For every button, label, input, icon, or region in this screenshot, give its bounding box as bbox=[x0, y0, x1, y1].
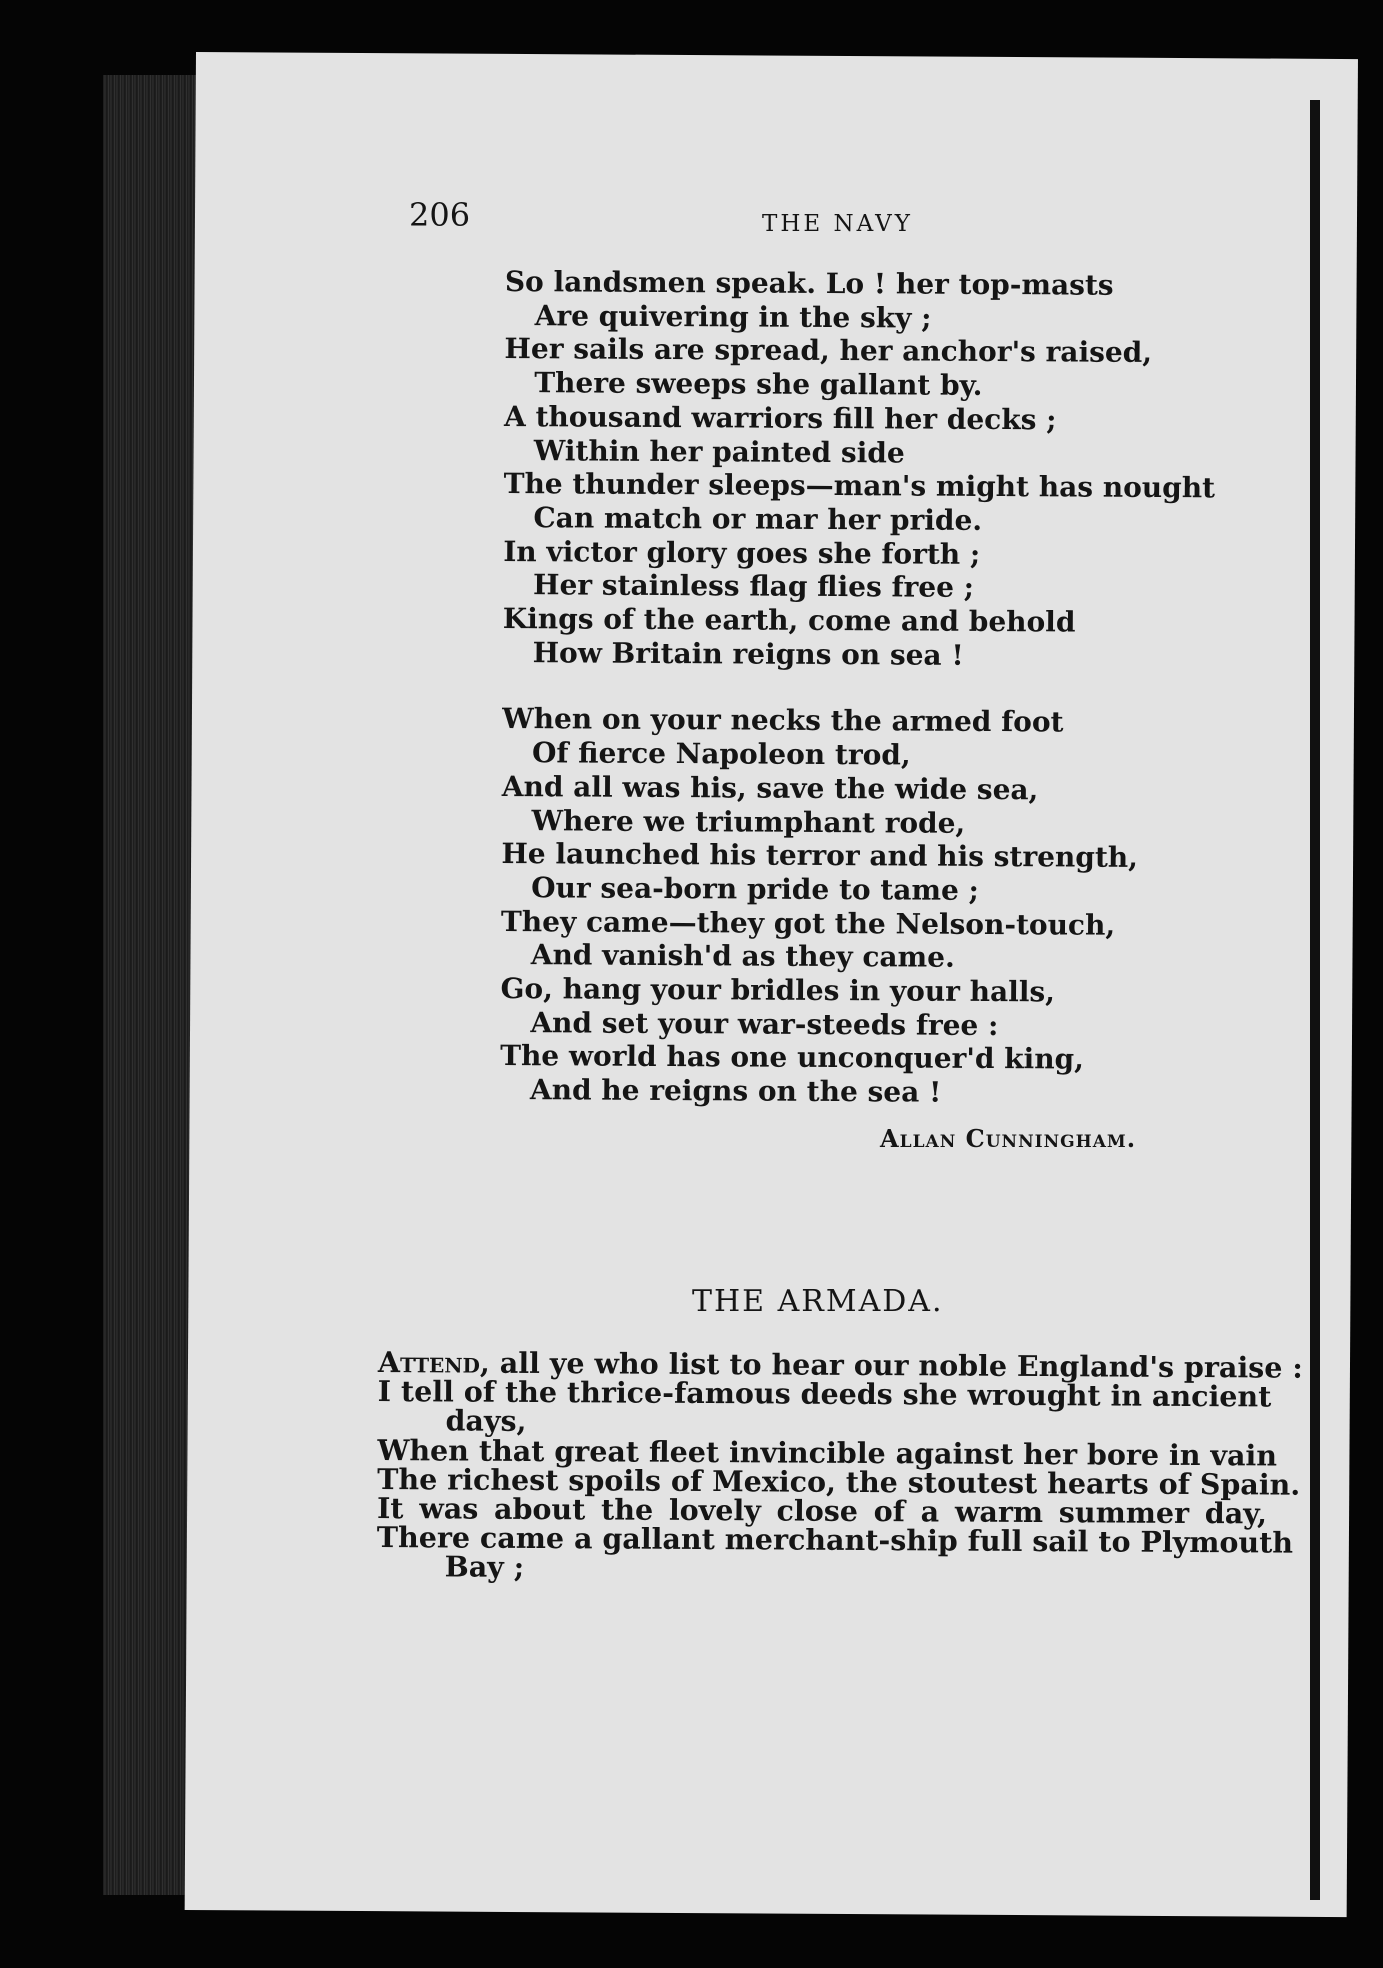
poem-line: Where we triumphant rode, bbox=[531, 803, 966, 840]
running-head: THE NAVY bbox=[762, 211, 913, 237]
poem-line: And vanish'd as they came. bbox=[530, 938, 955, 975]
poem-line: When on your necks the armed foot bbox=[502, 702, 1064, 739]
section-title: THE ARMADA. bbox=[692, 1284, 944, 1319]
poem-line: I tell of the thrice-famous deeds she wrought in ancient bbox=[377, 1374, 1272, 1414]
armada-poem-body bbox=[376, 1345, 1303, 1587]
poem-line: In victor glory goes she forth ; bbox=[503, 534, 981, 571]
poem-line: Are quivering in the sky ; bbox=[534, 298, 932, 335]
poem-line: A thousand warriors fill her decks ; bbox=[503, 399, 1057, 437]
poem-line: days, bbox=[445, 1403, 527, 1439]
poem-line: Of fierce Napoleon trod, bbox=[531, 736, 911, 772]
poem-line: When that great fleet invincible against her bore in vain bbox=[377, 1432, 1278, 1473]
poem-line: Kings of the earth, come and behold bbox=[502, 602, 1076, 639]
drop-word: Attend bbox=[377, 1345, 481, 1380]
poem-attribution: Allan Cunningham. bbox=[880, 1124, 1137, 1153]
poem-line: It was about the lovely close of a warm summer day, bbox=[376, 1491, 1268, 1531]
poem-line: Go, hang your bridles in your halls, bbox=[500, 972, 1056, 1009]
poem-line: There came a gallant merchant-ship full sail to Plymouth bbox=[376, 1520, 1294, 1560]
stanza-1 bbox=[503, 265, 1265, 674]
poem-line: Her stainless flag flies free ; bbox=[532, 568, 975, 605]
poem-body bbox=[500, 265, 1265, 1145]
poem-line: Bay ; bbox=[444, 1549, 525, 1585]
poem-line: Can match or mar her pride. bbox=[533, 501, 983, 537]
poem-line: And he reigns on the sea ! bbox=[529, 1073, 942, 1109]
poem-line: So landsmen speak. Lo ! her top-masts bbox=[504, 265, 1114, 302]
poem-line: And all was his, save the wide sea, bbox=[501, 769, 1039, 807]
poem-line: The richest spoils of Mexico, the stoutest hearts of Spain. bbox=[377, 1461, 1301, 1502]
poem-line: Our sea-born pride to tame ; bbox=[531, 871, 980, 907]
poem-line: Within her painted side bbox=[533, 433, 905, 469]
poem-line: The thunder sleeps—man's might has nought bbox=[503, 467, 1216, 505]
poem-line: The world has one unconquer'd king, bbox=[500, 1039, 1085, 1077]
poem-line: How Britain reigns on sea ! bbox=[532, 635, 964, 672]
poem-line: He launched his terror and his strength, bbox=[501, 837, 1139, 875]
stanza-2 bbox=[500, 702, 1262, 1111]
poem-line: They came—they got the Nelson-touch, bbox=[500, 904, 1116, 942]
poem-line: There sweeps she gallant by. bbox=[534, 366, 983, 403]
first-line-text: , all ye who list to hear our noble England's praise : bbox=[479, 1345, 1303, 1385]
poem-line: And set your war-steeds free : bbox=[530, 1005, 999, 1042]
poem-line: Her sails are spread, her anchor's raised, bbox=[504, 332, 1153, 370]
page-number: 206 bbox=[409, 196, 471, 234]
